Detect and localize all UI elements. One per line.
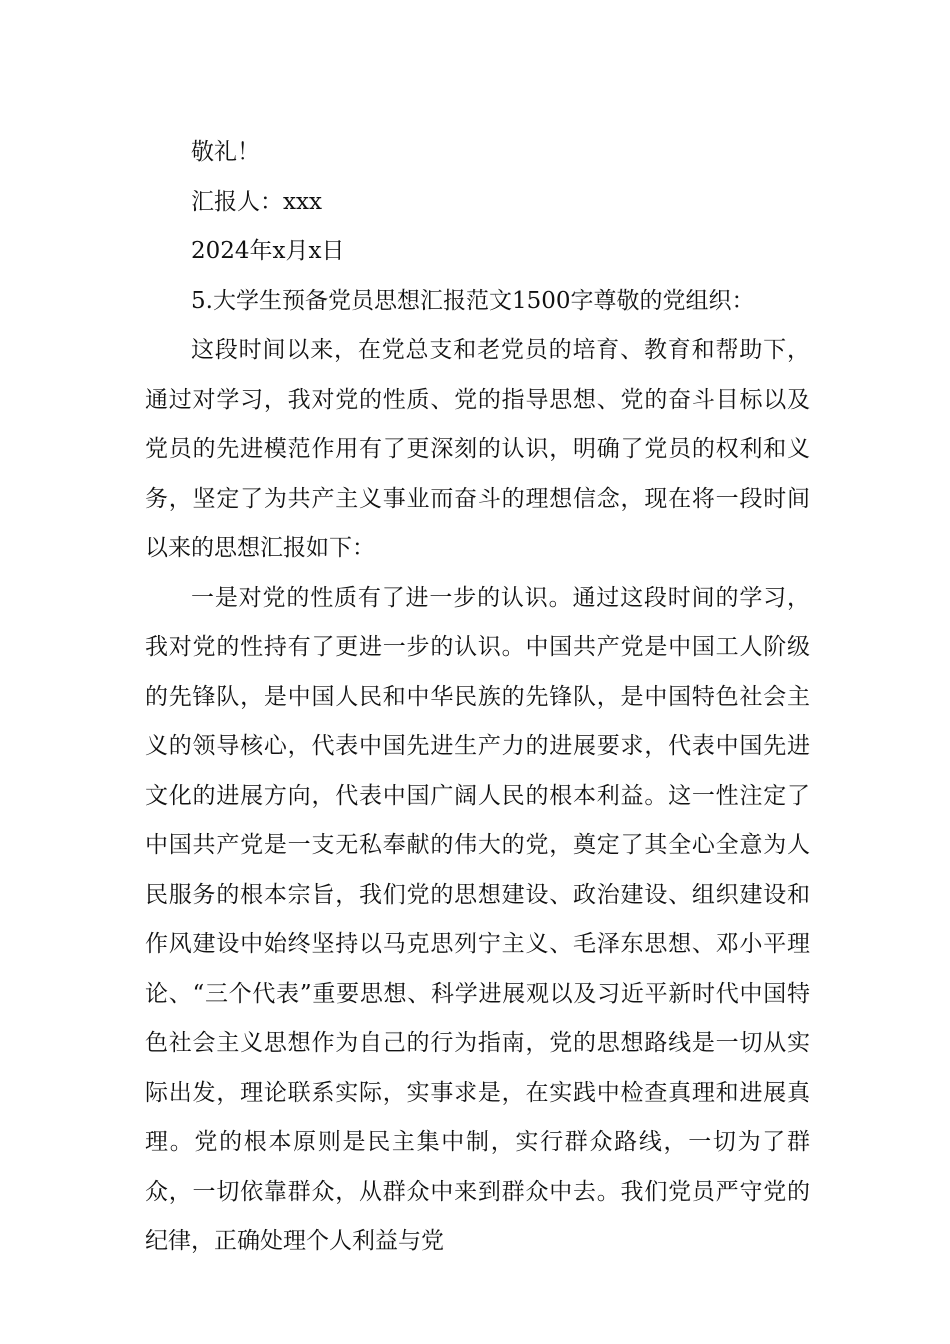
reporter-signature: 汇报人：xxx [191,188,322,215]
document-body [145,128,810,1267]
closing-salute: 敬礼！ [191,139,260,165]
paragraph-intro: 这段时间以来，在党总支和老党员的培育、教育和帮助下，通过对学习，我对党的性质、党的指导思想、党的奋斗目标以及党员的先进模范作用有了更深刻的认识，明确了党员的权利和义务，坚定了为共产主义事业而奋斗的理想信念，现在将一段时间以来的思想汇报如下： [145,337,810,561]
report-date: 2024年x月x日 [191,238,345,264]
section-heading: 5.大学生预备党员思想汇报范文1500字尊敬的党组织： [191,287,755,314]
paragraph-party-nature: 一是对党的性质有了进一步的认识。通过这段时间的学习，我对党的性持有了更进一步的认识。中国共产党是中国工人阶级的先锋队，是中国人民和中华民族的先锋队，是中国特色社会主义的领导核心，代表中国先进生产力的进展要求，代表中国先进文化的进展方向，代表中国广阔人民的根本利益。这一性注定了中国共产党是一支无私奉献的伟大的党，奠定了其全心全意为人民服务的根本宗旨，我们党的思想建设、政治建设、组织建设和作风建设中始终坚持以马克思列宁主义、毛泽东思想、邓小平理论、“三个代表”重要思想、科学进展观以及习近平新时代中国特色社会主义思想作为自己的行为指南，党的思想路线是一切从实际出发，理论联系实际，实事求是，在实践中检查真理和进展真理。党的根本原则是民主集中制，实行群众路线，一切为了群众，一切依靠群众，从群众中来到群众中去。我们党员严守党的纪律，正确处理个人利益与党 [145,584,810,1254]
